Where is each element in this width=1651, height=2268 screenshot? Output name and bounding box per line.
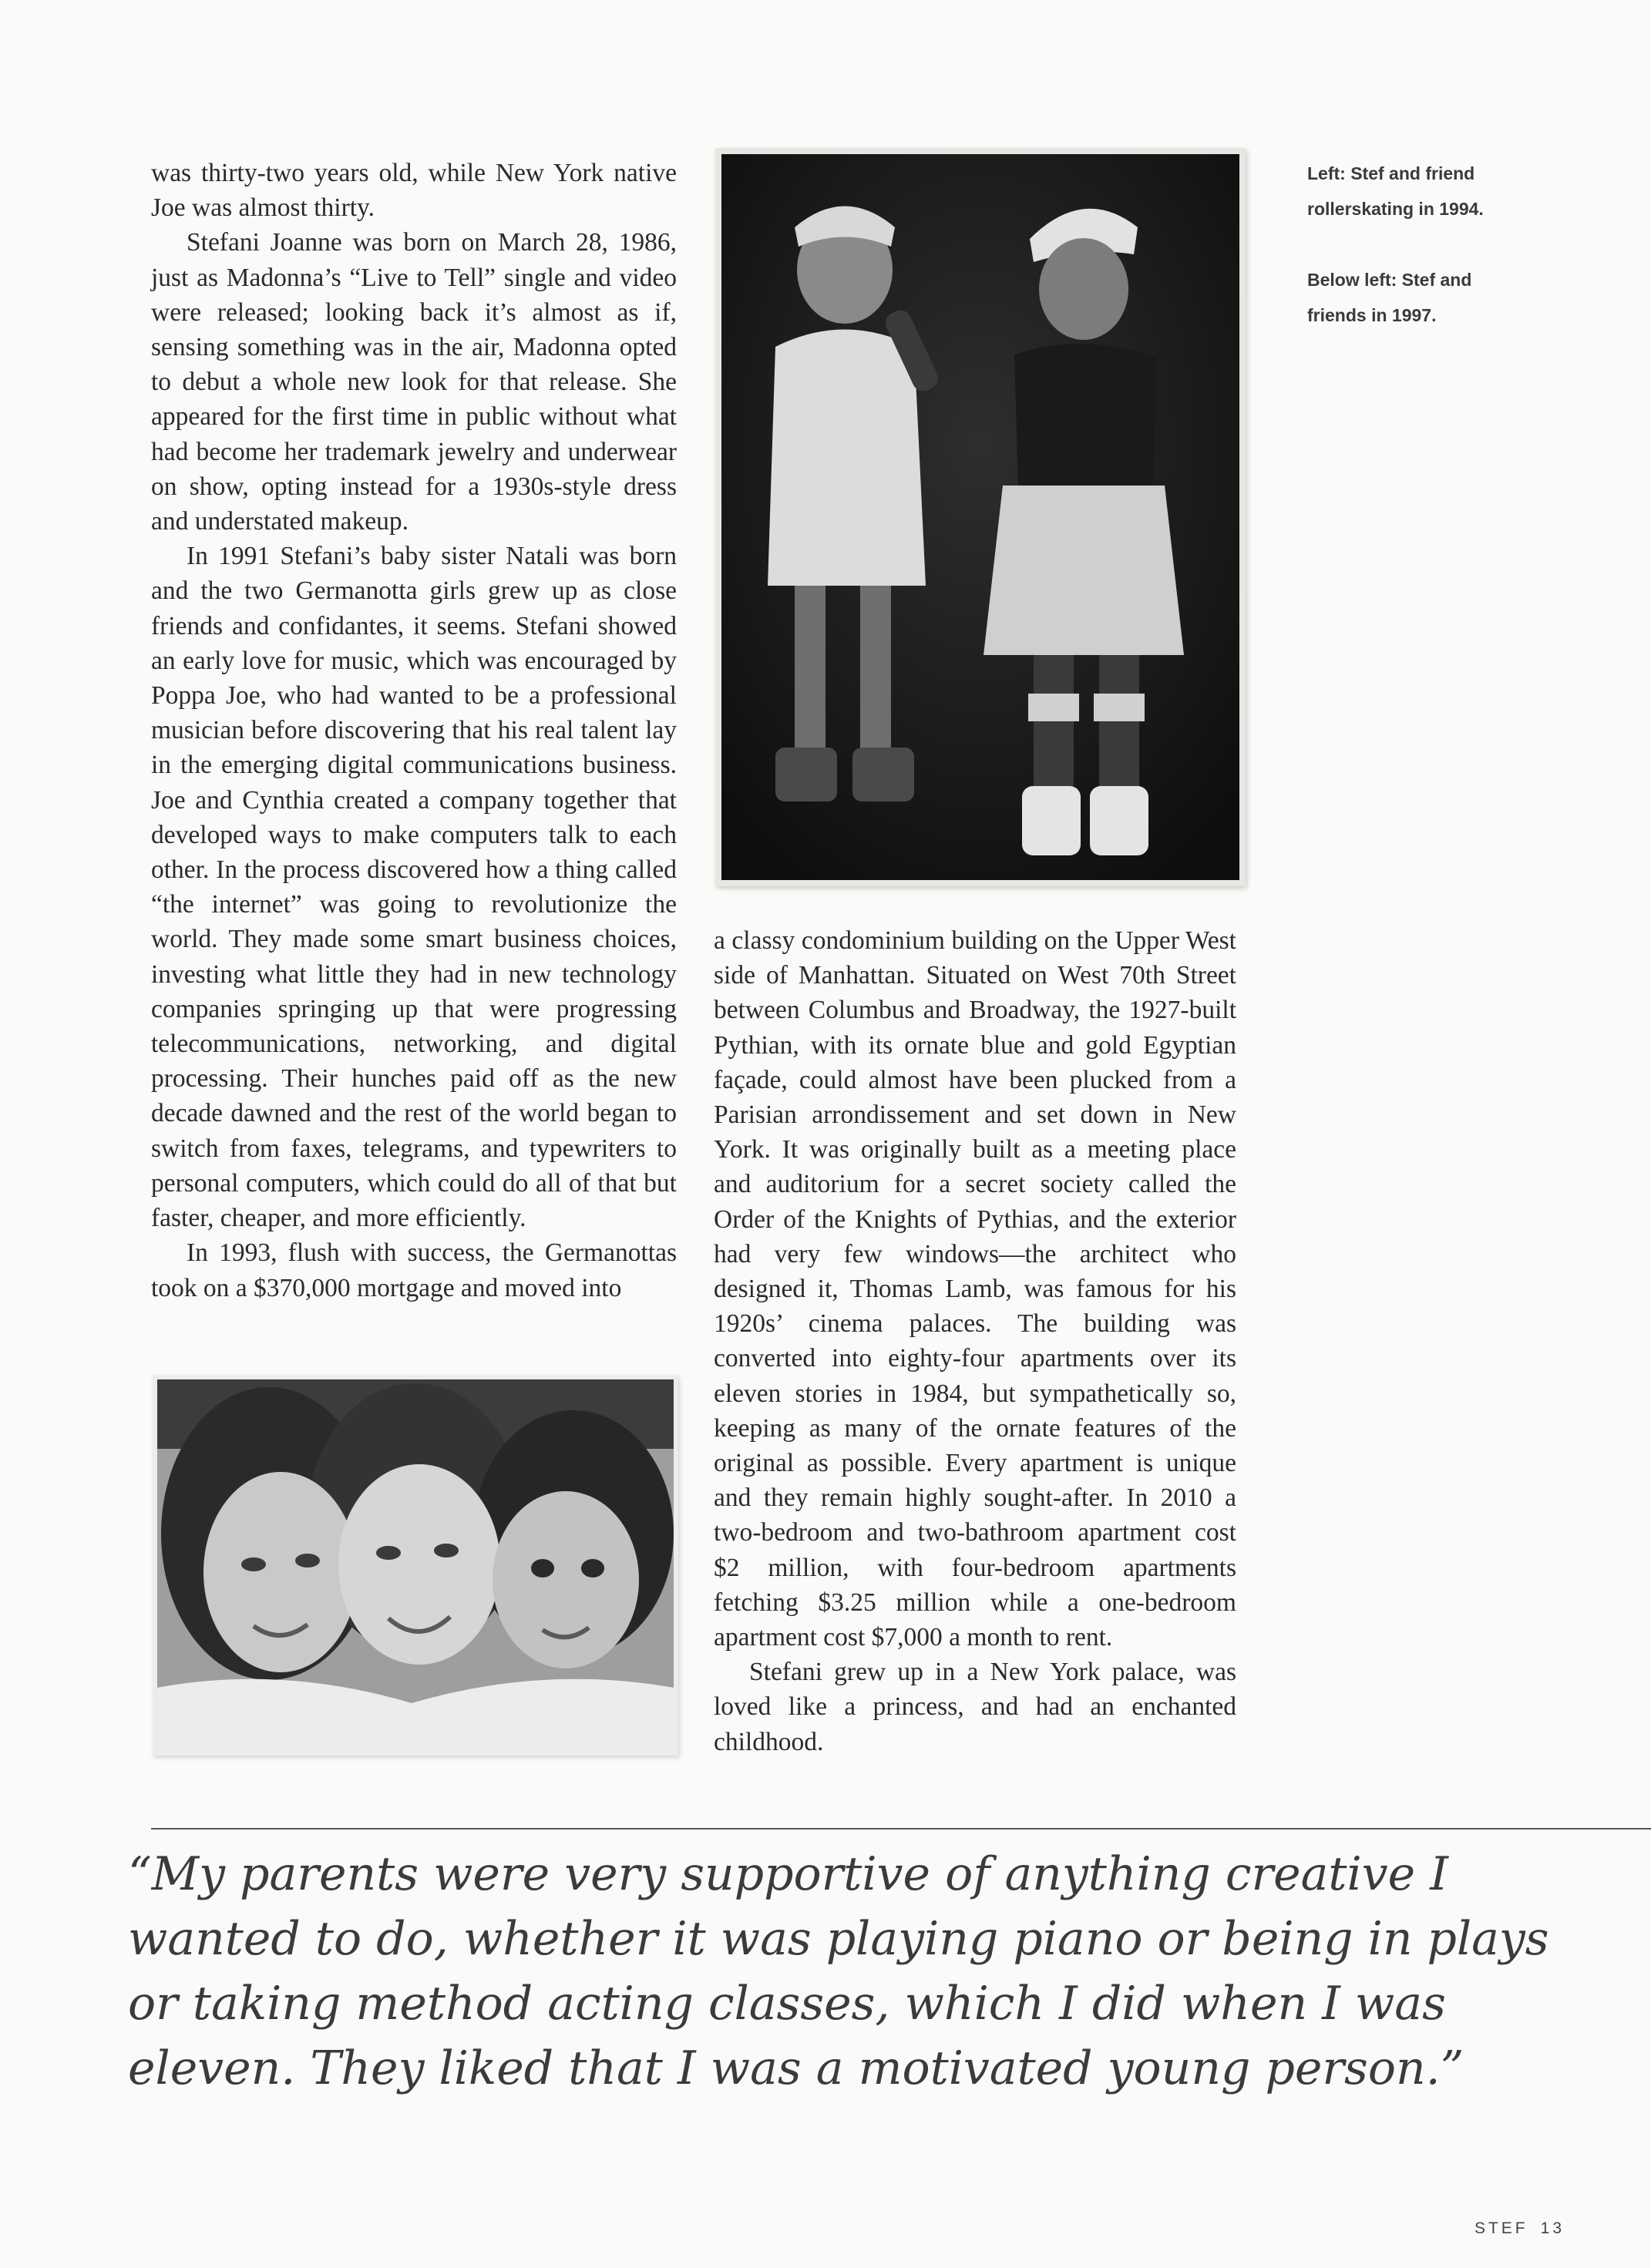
photo-three-friends	[157, 1379, 674, 1751]
paragraph: In 1993, flush with success, the Germanottas took on a $370,000 mortgage and moved into	[151, 1238, 677, 1302]
body-column-left	[151, 156, 677, 1305]
running-head: STEF	[1474, 2219, 1528, 2237]
paragraph: Stefani grew up in a New York palace, was loved like a princess, and had an enchanted childhood.	[714, 1658, 1236, 1756]
pull-quote: “My parents were very supportive of anything creative I wanted to do, whether it was playing piano or being in plays or taking method acting classes, which I did when I was eleven. They liked that I was a motivated young person.”	[128, 1847, 1549, 2095]
photo-caption: Left: Stef and friend rollerskating in 1994.	[1307, 163, 1484, 219]
page-footer	[1462, 2219, 1565, 2238]
divider-rule	[151, 1828, 1651, 1830]
paragraph: In 1991 Stefani’s baby sister Natali was born and the two Germanotta girls grew up as close friends and confidantes, it seems. Stefani showed an early love for music, which was encouraged by Poppa Joe, who had wanted to be a professional musician before discovering that his real talent lay in the emerging digital communications business. Joe and Cynthia created a company together that developed ways to make computers talk to each other. In the process discovered how a thing called “the internet” was going to revolutionize the world. They made some smart business choices, investing what little they had in new technology companies springing up that were progressing telecommunications, networking, and digital processing. Their hunches paid off as the new decade dawned and the rest of the world began to switch from faxes, telegrams, and typewriters to personal computers, which could do all of that but faster, cheaper, and more efficiently.	[151, 542, 677, 1233]
photo-caption: Below left: Stef and friends in 1997.	[1307, 270, 1472, 325]
page-number: 13	[1540, 2219, 1565, 2237]
photo-rollerskating-girls	[721, 154, 1239, 880]
paragraph: a classy condominium building on the Upper West side of Manhattan. Situated on West 70th Street between Columbus and Broadway, the 1927-built Pythian, with its ornate blue and gold Egyptian façade, could almost have been plucked from a Parisian arrondissement and set down in New York. It was originally built as a meeting place and auditorium for a secret society called the Order of the Knights of Pythias, and the exterior had very few windows—the architect who designed it, Thomas Lamb, was famous for his 1920s’ cinema palaces. The building was converted into eighty-four apartments over its eleven stories in 1984, but sympathetically so, keeping as many of the ornate features of the original as possible. Every apartment is unique and they remain highly sought-after. In 2010 a two-bedroom and two-bathroom apartment cost $2 million, with four-bedroom apartments fetching $3.25 million while a one-bedroom apartment cost $7,000 a month to rent.	[714, 926, 1236, 1652]
paragraph: was thirty-two years old, while New York native Joe was almost thirty.	[151, 159, 677, 223]
body-column-right	[714, 923, 1236, 1759]
paragraph: Stefani Joanne was born on March 28, 1986, just as Madonna’s “Live to Tell” single and video were released; looking back it’s almost as if, sensing something was in the air, Madonna opted to debut a whole new look for that release. She appeared for the first time in public without what had become her trademark jewelry and underwear on show, opting instead for a 1930s-style dress and understated makeup.	[151, 228, 677, 536]
